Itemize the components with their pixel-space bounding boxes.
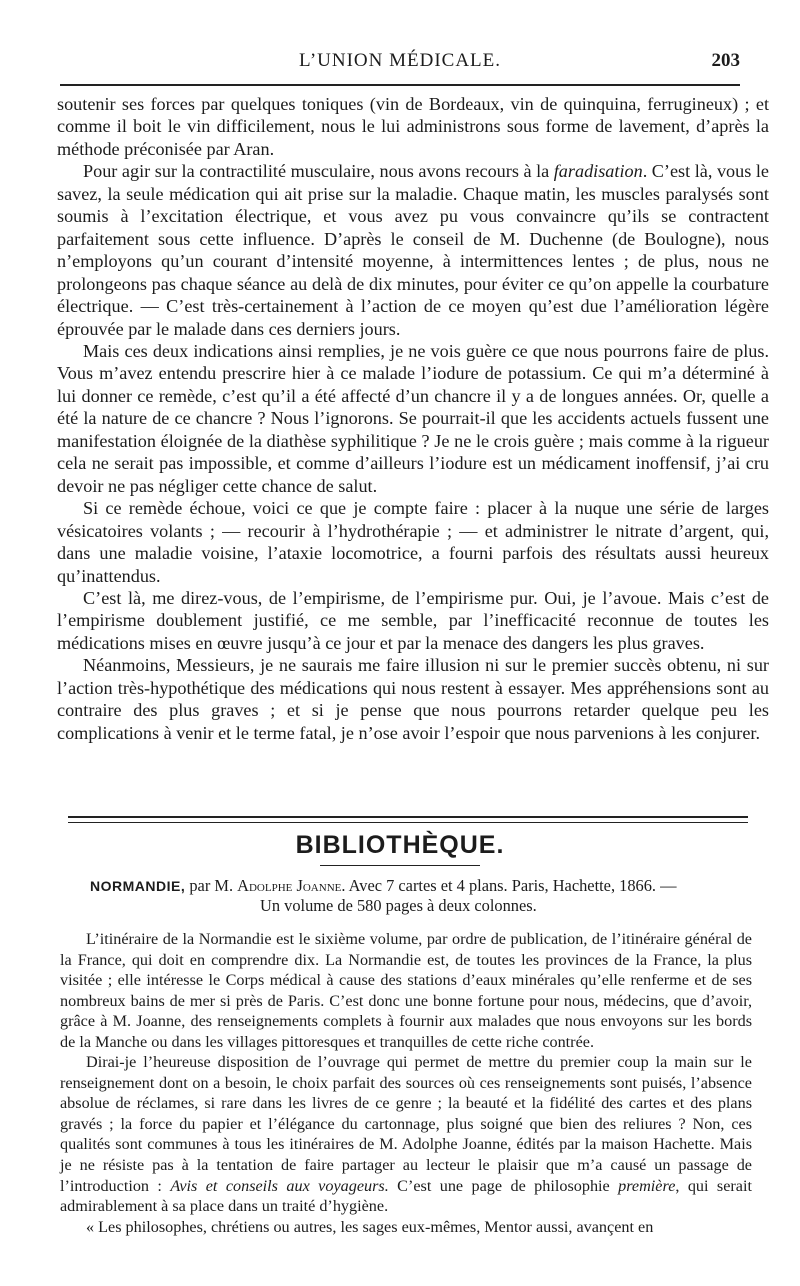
- page-number: 203: [711, 50, 740, 71]
- entry-author: Adolphe Joanne.: [237, 876, 346, 895]
- running-title: L’UNION MÉDICALE.: [298, 50, 502, 71]
- section-rule: [68, 816, 748, 823]
- bibliography-entry: [60, 876, 750, 916]
- emphasis: première: [618, 1176, 676, 1195]
- title-rule: [320, 865, 480, 866]
- section-title: BIBLIOTHÈQUE.: [295, 831, 505, 859]
- entry-title: NORMANDIE,: [90, 878, 186, 894]
- paragraph: [60, 1052, 752, 1216]
- paragraph: Si ce remède échoue, voici ce que je compte faire : placer à la nuque une série de larges vésicatoires volants ; — recourir à l’hydrothérapie ; — et administrer le nitrate d’argent, qui, dans une maladie voisine, l’ataxie locomotrice, a fourni parfois des résultats aussi heureux qu’inattendus.: [57, 498, 769, 586]
- paragraph: [57, 160, 769, 340]
- text-span: Dirai-je l’heureuse disposition de l’ouvrage qui permet de mettre du premier coup la main sur le renseignement dont on a besoin, le choix parfait des sources où ces renseignements sont puisés, l’absence absolue de réclames, si rare dans les livres de ce genre ; la beauté et la fidélité des cartes et des plans gravés ; la force du papier et l’élégance du cartonnage, plus soigné que bien des reliures ? Non, ces qualités sont communes à tous les itinéraires de M. Adolphe Joanne, édités par la maison Hachette. Mais je ne résiste pas à la tentation de faire partager au lecteur le plaisir que m’a causé un passage de l’introduction :: [60, 1053, 752, 1195]
- article-body: [57, 93, 769, 744]
- text-span: Pour agir sur la contractilité musculaire, nous avons recours à la: [83, 161, 554, 182]
- text-span: . C’est là, vous le savez, la seule médication qui ait prise sur la maladie. Chaque matin, les muscles paralysés sont soumis à l’excitation électrique, et vous avez pu vous convaincre qu’ils se contractent parfaitement sous cette influence. D’après le conseil de M. Duchenne (de Boulogne), nous n’employons qu’un courant d’intensité moyenne, à intermittences lentes ; de plus, nous ne prolongeons pas chaque séance au delà de dix minutes, pour éviter ce qu’on appelle la courbature électrique. — C’est très-certainement à l’action de ce moyen qu’est due l’amélioration légère éprouvée par le malade dans ces derniers jours.: [57, 161, 769, 339]
- review-body: [60, 929, 752, 1237]
- emphasis: Avis et conseils aux voyageurs.: [170, 1176, 389, 1195]
- entry-volume: Un volume de 580 pages à deux colonnes.: [260, 896, 537, 915]
- paragraph: Néanmoins, Messieurs, je ne saurais me faire illusion ni sur le premier succès obtenu, ni sur l’action très-hypothétique des médications qui nous restent à essayer. Mes appréhensions sont au contraire des plus graves ; et si je pense que nous pourrons retarder quelque peu les complications à venir et le terme fatal, je n’ose avoir l’espoir que nous parvenions à les conjurer.: [57, 655, 769, 743]
- emphasis: faradisation: [553, 161, 643, 182]
- paragraph: L’itinéraire de la Normandie est le sixième volume, par ordre de publication, de l’itinéraire général de la France, qui doit en comprendre dix. La Normandie est, de toutes les provinces de la France, la plus visitée ; elle intéresse le Corps médical à cause des stations d’eaux minérales qu’elle renferme et de ses nombreux bains de mer si près de Paris. C’est donc une bonne fortune pour nous, médecins, que d’avoir, grâce à M. Joanne, des renseignements complets à fournir aux malades que nous envoyons sur les bords de la Manche ou dans les villages pittoresques et tranquilles de cette riche contrée.: [60, 930, 752, 1051]
- entry-by: par M.: [189, 876, 234, 895]
- entry-line: [60, 876, 750, 896]
- text-span: C’est une page de philosophie: [388, 1176, 619, 1195]
- entry-details: Avec 7 cartes et 4 plans. Paris, Hachette, 1866. —: [348, 876, 677, 895]
- header-rule: [60, 84, 740, 86]
- page-header: [60, 50, 740, 76]
- paragraph: C’est là, me direz-vous, de l’empirisme, de l’empirisme pur. Oui, je l’avoue. Mais c’est de l’empirisme doublement justifié, ce me semble, par l’inefficacité reconnue de toutes les médications mises en œuvre jusqu’à ce jour et par la menace des dangers les plus graves.: [57, 587, 769, 653]
- paragraph: Mais ces deux indications ainsi remplies, je ne vois guère ce que nous pourrons faire de plus. Vous m’avez entendu prescrire hier à ce malade l’iodure de potassium. Ce qui m’a déterminé à lui donner ce remède, c’est qu’il a été affecté d’un chancre il y a de longues années. Or, quelle a été la nature de ce chancre ? Nous l’ignorons. Se pourrait-il que les accidents actuels fussent une manifestation éloignée de la diathèse syphilitique ? Je ne le crois guère ; mais comme à la rigueur cela ne serait pas impossible, et comme d’ailleurs l’iodure est un médicament inoffensif, j’ai cru devoir ne pas négliger cette chance de salut.: [57, 340, 769, 496]
- text-span: , qui serait admirablement à sa place dans un traité d’hygiène.: [60, 1176, 752, 1216]
- paragraph: soutenir ses forces par quelques toniques (vin de Bordeaux, vin de quinquina, ferrugineux) ; et comme il boit le vin difficilement, nous le lui administrons sous forme de lavement, d’après la méthode préconisée par Aran.: [57, 94, 769, 159]
- paragraph: « Les philosophes, chrétiens ou autres, les sages eux-mêmes, Mentor aussi, avançent en: [86, 1217, 654, 1236]
